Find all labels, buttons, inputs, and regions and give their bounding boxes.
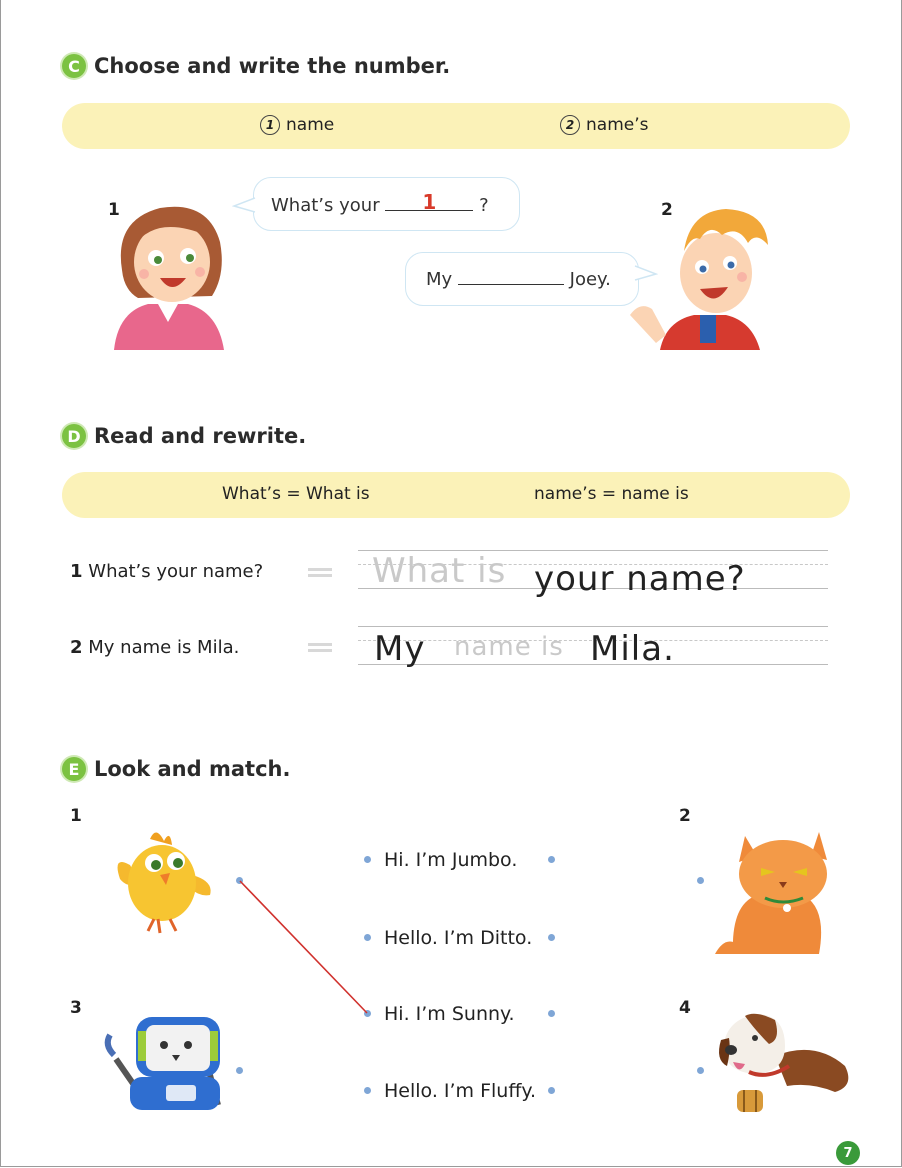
bubble-1-suffix: ? — [479, 195, 489, 216]
match-option-2: Hello. I’m Ditto. — [384, 927, 533, 949]
option-2-number: 2 — [560, 115, 580, 135]
match-number-2: 2 — [679, 806, 691, 826]
section-d-heading: Read and rewrite. — [94, 424, 307, 448]
bubble-2-prefix: My — [426, 269, 453, 290]
bubble-1-prefix: What’s your — [271, 195, 380, 216]
row-1-traced-text: What is — [372, 551, 507, 591]
row-1-sentence: What’s your name? — [88, 561, 264, 582]
answer-1: 1 — [422, 190, 437, 214]
row-1-number: 1 — [70, 561, 83, 582]
match-option-3: Hi. I’m Sunny. — [384, 1003, 515, 1025]
row-2-number: 2 — [70, 637, 83, 658]
match-option-1: Hi. I’m Jumbo. — [384, 849, 518, 871]
option-2-word: name’s — [586, 115, 649, 135]
bubble-2-suffix: Joey. — [569, 269, 611, 290]
item-1-number: 1 — [108, 200, 120, 220]
page-number: 7 — [836, 1141, 860, 1165]
section-c-heading: Choose and write the number. — [94, 54, 451, 78]
row-2-sentence: My name is Mila. — [88, 637, 240, 658]
section-e-heading: Look and match. — [94, 757, 291, 781]
match-number-3: 3 — [70, 998, 82, 1018]
row-2-traced-text: name is — [454, 632, 564, 662]
hint-1: What’s = What is — [222, 484, 370, 504]
hint-2: name’s = name is — [534, 484, 689, 504]
match-option-4: Hello. I’m Fluffy. — [384, 1080, 537, 1102]
row-1-written-text: your name? — [534, 559, 746, 599]
row-2-written-name: Mila. — [590, 629, 675, 669]
option-1-number: 1 — [260, 115, 280, 135]
match-number-1: 1 — [70, 806, 82, 826]
section-c-badge: C — [62, 54, 86, 78]
option-1-word: name — [286, 115, 335, 135]
match-number-4: 4 — [679, 998, 691, 1018]
row-2-written-my: My — [374, 629, 426, 669]
section-e-badge: E — [62, 757, 86, 781]
item-2-number: 2 — [661, 200, 673, 220]
section-d-badge: D — [62, 424, 86, 448]
